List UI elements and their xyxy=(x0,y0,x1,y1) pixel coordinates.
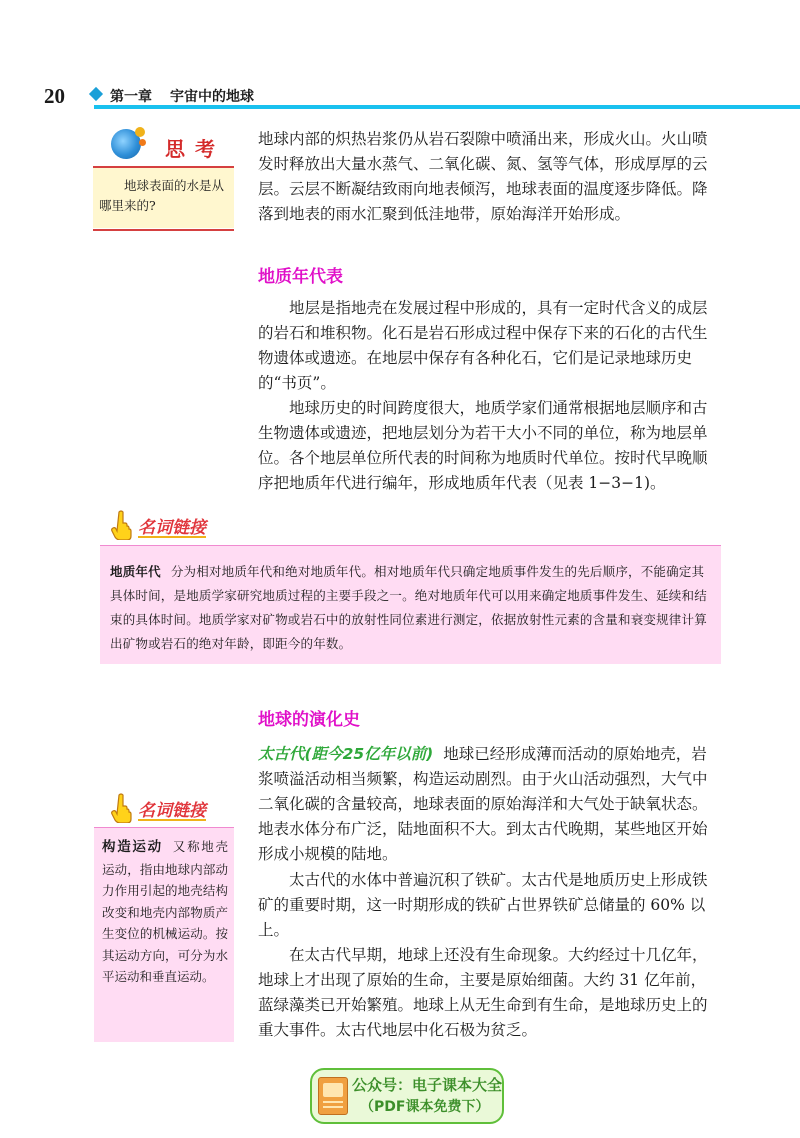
section-title-geo-table: 地质年代表 xyxy=(258,267,343,287)
section-title-evolution: 地球的演化史 xyxy=(258,710,360,730)
term-box-tectonic-movement xyxy=(94,827,234,1042)
stamp-line-1: 公众号：电子课本大全 xyxy=(352,1076,503,1094)
term-link-badge xyxy=(108,793,248,825)
chapter-title: 宇宙中的地球 xyxy=(170,89,254,105)
think-bottom-rule xyxy=(93,229,234,231)
gear-dot-icon xyxy=(139,139,146,146)
pointing-hand-icon xyxy=(111,793,133,823)
gear-dot-icon xyxy=(135,127,145,137)
think-title: 思考 xyxy=(165,137,225,161)
header-rule xyxy=(94,105,800,109)
era-paragraph xyxy=(258,742,721,867)
term-name: 构造运动 xyxy=(102,839,163,855)
think-box xyxy=(93,125,234,231)
chapter-heading xyxy=(110,86,254,106)
term-link-label: 名词链接 xyxy=(138,518,206,538)
era-lead: 地球已经形成薄而活动的原始地壳，岩浆喷溢活动相当频繁，构造运动剧烈。由于火山活动强烈，大气中二氧化碳的含量较高，地球表面的原始海洋和大气处于缺氧状态。地表水体分布广泛，陆地面积不大。到太古代晚期，某些地区开始形成小规模的陆地。 xyxy=(258,745,708,863)
term-definition xyxy=(102,836,228,988)
term-name: 地质年代 xyxy=(110,564,161,579)
term-text: 分为相对地质年代和绝对地质年代。相对地质年代只确定地质事件发生的先后顺序，不能确定其具体时间，是地质学家研究地质过程的主要手段之一。绝对地质年代可以用来确定地质事件发生、延续和结束的具体时间。地质学家对矿物或岩石中的放射性同位素进行测定，依据放射性元素的含量和衰变规律计算出矿物或岩石的绝对年龄，即距今的年数。 xyxy=(110,564,707,651)
term-definition xyxy=(110,560,710,656)
think-top-rule xyxy=(93,166,234,168)
footer-stamp xyxy=(310,1068,504,1124)
pointing-hand-icon xyxy=(111,510,133,540)
stamp-line-2: （PDF课本免费下） xyxy=(360,1099,490,1115)
diamond-icon xyxy=(89,87,103,101)
paragraph: 太古代的水体中普遍沉积了铁矿。太古代是地质历史上形成铁矿的重要时期，这一时期形成的铁矿占世界铁矿总储量的 60% 以上。 xyxy=(258,871,708,939)
intro-paragraph: 地球内部的炽热岩浆仍从岩石裂隙中喷涌出来，形成火山。火山喷发时释放出大量水蒸气、二氧化碳、氮、氢等气体，形成厚厚的云层。云层不断凝结致雨向地表倾泻，地球表面的温度逐步降低。降落到地表的雨水汇聚到低洼地带，原始海洋开始形成。 xyxy=(258,130,708,223)
paragraph: 地球历史的时间跨度很大，地质学家们通常根据地层顺序和古生物遗体或遗迹，把地层划分为若干大小不同的单位，称为地层单位。各个地层单位所代表的时间称为地质时代单位。按时代早晚顺序把地质年代进行编年，形成地质年代表（见表 1−3−1)。 xyxy=(258,399,708,492)
term-link-label: 名词链接 xyxy=(138,801,206,821)
page-number: 20 xyxy=(44,84,65,108)
term-link-badge xyxy=(108,510,248,542)
think-question: 地球表面的水是从哪里来的? xyxy=(99,178,225,213)
term-box-geologic-age xyxy=(100,545,721,664)
book-icon xyxy=(318,1077,348,1115)
era-title: 太古代(距今25亿年以前) xyxy=(258,745,434,763)
chapter-label: 第一章 xyxy=(110,89,152,105)
paragraph: 在太古代早期，地球上还没有生命现象。大约经过十几亿年，地球上才出现了原始的生命，主要是原始细菌。大约 31 亿年前，蓝绿藻类已开始繁殖。地球上从无生命到有生命，是地球历史上的重大事件。太古代地层中化石极为贫乏。 xyxy=(258,946,708,1039)
paragraph: 地层是指地壳在发展过程中形成的，具有一定时代含义的成层的岩石和堆积物。化石是岩石形成过程中保存下来的石化的古代生物遗体或遗迹。在地层中保存有各种化石，它们是记录地球历史的“书页”。 xyxy=(258,299,708,392)
term-text: 又称地壳运动，指由地球内部动力作用引起的地壳结构改变和地壳内部物质产生变位的机械运动。按其运动方向，可分为水平运动和垂直运动。 xyxy=(102,839,228,984)
